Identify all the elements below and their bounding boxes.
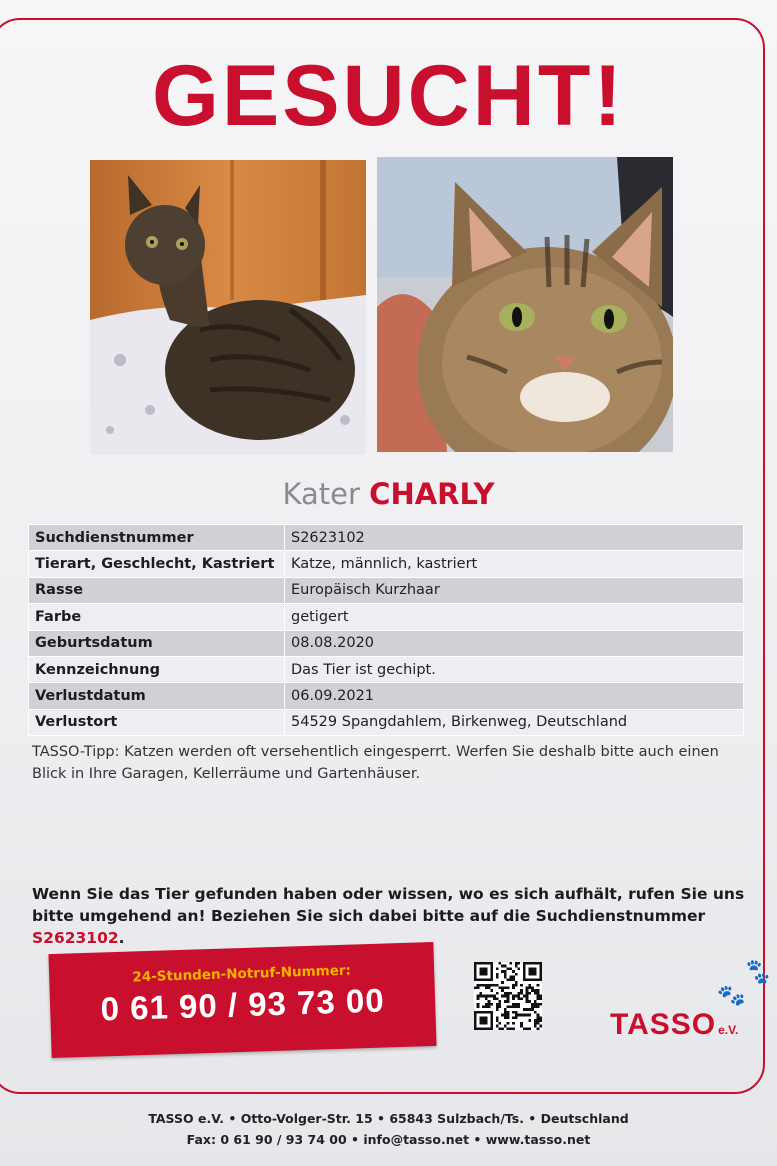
detail-label: Rasse <box>29 577 285 603</box>
logo-suffix: e.V. <box>718 1023 739 1037</box>
detail-value: Katze, männlich, kastriert <box>285 551 744 577</box>
qr-code-icon[interactable] <box>474 962 542 1030</box>
callout-search-number: S2623102 <box>32 929 119 947</box>
animal-name-value: CHARLY <box>369 477 495 511</box>
table-row <box>29 683 744 709</box>
table-row <box>29 630 744 656</box>
callout-text: Wenn Sie das Tier gefunden haben oder wissen, wo es sich aufhält, rufen Sie uns bitte umgehend an! Beziehen Sie sich dabei bitte auf die Suchdienstnummer <box>32 885 745 925</box>
detail-value: 08.08.2020 <box>285 630 744 656</box>
headline: GESUCHT! <box>151 48 626 144</box>
tasso-tip: TASSO-Tipp: Katzen werden oft versehentlich eingesperrt. Werfen Sie deshalb bitte auch einen Blick in Ihre Garagen, Kellerräume und Gartenhäuser. <box>32 744 719 782</box>
hotline-label: 24-Stunden-Notruf-Nummer: <box>132 962 352 986</box>
cat-photo-left <box>90 160 366 455</box>
detail-value: getigert <box>285 604 744 630</box>
cat-photo-right <box>377 157 673 452</box>
detail-label: Suchdienstnummer <box>29 525 285 551</box>
callout-end: . <box>118 929 125 947</box>
detail-value: S2623102 <box>285 525 744 551</box>
detail-label: Verlustort <box>29 709 285 735</box>
hotline-phone[interactable]: 0 61 90 / 93 73 00 <box>100 981 386 1028</box>
animal-type: Kater <box>282 477 360 511</box>
hotline-box <box>48 942 436 1058</box>
detail-value: Das Tier ist gechipt. <box>285 656 744 682</box>
detail-label: Geburtsdatum <box>29 630 285 656</box>
tasso-logo <box>610 1008 738 1042</box>
detail-label: Kennzeichnung <box>29 656 285 682</box>
contact-callout <box>32 883 748 949</box>
table-row <box>29 551 744 577</box>
details-table <box>28 524 744 736</box>
animal-name <box>0 474 777 514</box>
paw-icon: 🐾 <box>741 956 775 989</box>
table-row <box>29 577 744 603</box>
detail-value: 54529 Spangdahlem, Birkenweg, Deutschland <box>285 709 744 735</box>
table-row <box>29 709 744 735</box>
detail-value: 06.09.2021 <box>285 683 744 709</box>
footer-contact: Fax: 0 61 90 / 93 74 00 • info@tasso.net • www.tasso.net <box>186 1132 591 1147</box>
footer-address: TASSO e.V. • Otto-Volger-Str. 15 • 65843 Sulzbach/Ts. • Deutschland <box>148 1111 629 1126</box>
paw-icon: 🐾 <box>715 981 748 1012</box>
detail-label: Verlustdatum <box>29 683 285 709</box>
detail-value: Europäisch Kurzhaar <box>285 577 744 603</box>
detail-label: Farbe <box>29 604 285 630</box>
table-row <box>29 604 744 630</box>
detail-label: Tierart, Geschlecht, Kastriert <box>29 551 285 577</box>
table-row <box>29 525 744 551</box>
logo-name: TASSO <box>610 1008 717 1041</box>
footer <box>0 1108 777 1150</box>
table-row <box>29 656 744 682</box>
